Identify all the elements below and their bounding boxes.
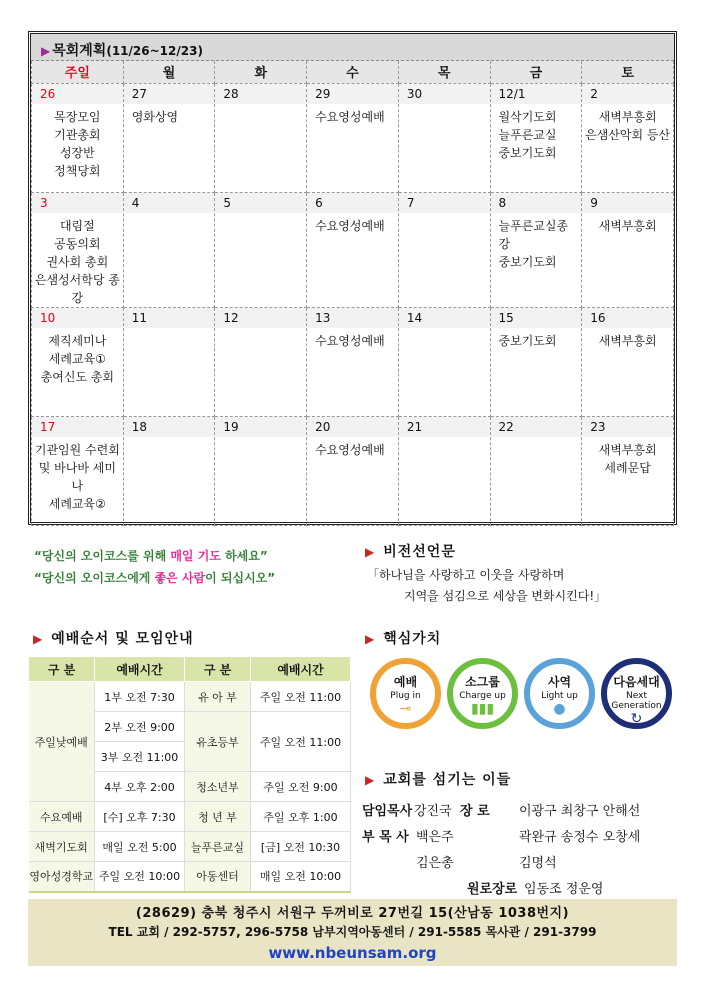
dawn-prayer: 새벽기도회 [29,832,95,862]
wednesday-worship: 수요예배 [29,802,95,832]
day-number: 23 [582,417,673,437]
calendar-title: 목회계획 [52,43,107,59]
sunday-service-3: 3부 오전 11:00 [95,742,185,772]
day-events: 늘푸른교실종강 중보기도회 [498,218,569,269]
monthly-calendar [28,31,677,525]
dept-infant-time: 주일 오전 11:00 [251,682,351,712]
weekday-header: 월 [123,61,215,83]
dept-infant: 유 아 부 [185,682,251,712]
day-number: 9 [582,193,673,213]
calendar-day-cell [215,192,307,307]
calendar-day-cell [123,307,215,416]
sunday-worship-label: 주일낮예배 [29,682,95,802]
day-number: 4 [124,193,215,213]
day-number: 6 [307,193,398,213]
calendar-day-cell [215,307,307,416]
triangle-icon: ▶ [365,632,376,646]
day-number: 14 [399,308,490,328]
dept-youth-time: 주일 오전 9:00 [251,772,351,802]
elders-line-1: 이광구 최창구 안해선 [519,804,641,819]
dept-young-adult-time: 주일 오후 1:00 [251,802,351,832]
dept-children-time: 주일 오전 11:00 [251,712,351,772]
calendar-day-cell [398,83,490,192]
sunday-service-1: 1부 오전 7:30 [95,682,185,712]
day-number: 3 [32,193,123,213]
refresh-icon: ↻ [630,711,643,727]
day-events: 새벽부흥회 세례문답 [598,442,657,475]
core-values [370,658,670,738]
core-value-subtitle: Light up [541,691,578,701]
vision-heading [365,541,456,561]
day-number: 18 [124,417,215,437]
calendar-day-cell [398,416,490,525]
associate-pastor-1: 백은주 [416,830,454,845]
day-number: 7 [399,193,490,213]
calendar-day-cell [123,83,215,192]
table-row [29,862,351,892]
infant-bible-school-time: 주일 오전 10:00 [95,862,185,892]
day-events: 새벽부흥회 은샘산악회 등산 [585,109,671,142]
header-time: 예배시간 [95,657,185,682]
weekday-header: 토 [582,61,674,83]
prayer-line-2 [34,567,275,589]
core-value-subtitle: Charge up [459,691,506,701]
calendar-day-cell [582,192,674,307]
worship-heading [33,628,194,648]
footer-contact [28,899,677,966]
weekday-header: 금 [490,61,582,83]
calendar-day-cell [32,83,124,192]
calendar-week-row [32,307,674,416]
phone-numbers: TEL 교회 / 292-5757, 296-5758 남부지역아동센터 / 291-5585 목사관 / 291-3799 [108,925,597,939]
calendar-day-cell [32,416,124,525]
core-value-subtitle: Plug in [390,691,421,701]
prayer-line-2-highlight: 좋은 사람 [154,571,206,585]
calendar-week-row [32,192,674,307]
day-number: 2 [582,84,673,104]
calendar-day-cell [307,307,399,416]
day-events [215,104,306,108]
calendar-day-cell [123,192,215,307]
day-events: 수요영성예배 [315,218,385,233]
staff-row-2 [362,825,682,851]
table-row [29,832,351,862]
day-number: 8 [491,193,582,213]
calendar-day-cell [215,416,307,525]
day-events: 수요영성예배 [315,333,385,348]
vision-heading-text: 비전선언문 [383,544,456,560]
calendar-grid [31,61,674,526]
day-events [399,437,490,441]
core-value-badge [601,658,672,729]
calendar-day-cell [307,192,399,307]
staff-heading-text: 교회를 섬기는 이들 [383,772,512,788]
website-link[interactable]: www.nbeunsam.org [268,944,437,962]
worship-heading-text: 예배순서 및 모임안내 [51,631,194,647]
calendar-day-cell [582,307,674,416]
core-value-title: 사역 [547,675,572,689]
worship-schedule-table [28,656,351,893]
associate-pastor-label: 부 목 사 [362,830,409,845]
battery-icon: ▮▮▮ [470,701,495,717]
day-events [215,328,306,332]
pastor-name: 강진국 [414,804,452,819]
weekday-header: 수 [307,61,399,83]
day-number: 10 [32,308,123,328]
senior-class: 늘푸른교실 [185,832,251,862]
triangle-icon: ▶ [33,632,44,646]
prayer-line-1-highlight: 매일 기도 [170,549,221,563]
day-events [399,104,490,108]
calendar-day-cell [307,83,399,192]
staff-list [362,799,682,903]
prayer-line-1-c: 하세요” [220,549,268,563]
day-number: 29 [307,84,398,104]
calendar-day-cell [490,83,582,192]
core-value-title: 예배 [393,675,418,689]
calendar-day-cell [582,83,674,192]
calendar-day-cell [398,307,490,416]
calendar-title-bar [31,34,674,61]
elders-line-3: 김명석 [519,856,557,871]
day-events [124,328,215,332]
header-category: 구 분 [29,657,95,682]
day-number: 17 [32,417,123,437]
day-events [215,213,306,217]
day-number: 5 [215,193,306,213]
day-events: 새벽부흥회 [598,218,657,233]
staff-row-1 [362,799,682,825]
associate-pastor-2: 김은총 [416,856,454,871]
prayer-slogan [34,545,275,589]
prayer-line-2-c: 이 되십시오” [205,571,276,585]
pastor-label: 담임목사 [362,804,413,819]
day-number: 22 [491,417,582,437]
day-number: 21 [399,417,490,437]
calendar-day-cell [398,192,490,307]
triangle-icon: ▶ [365,773,376,787]
day-events [215,437,306,441]
day-number: 15 [491,308,582,328]
vision-line-2: 지역을 섬김으로 세상을 변화시킨다!」 [404,589,607,603]
header-category: 구 분 [185,657,251,682]
weekday-header-row [32,61,674,83]
calendar-day-cell [123,416,215,525]
senior-class-time: [금] 오전 10:30 [251,832,351,862]
day-number: 16 [582,308,673,328]
day-number: 26 [32,84,123,104]
day-number: 19 [215,417,306,437]
day-number: 13 [307,308,398,328]
prayer-line-1-a: “당신의 오이코스를 위해 [34,549,171,563]
core-value-title: 소그룹 [465,675,500,689]
triangle-icon: ▶ [365,545,376,559]
bulb-icon: ● [553,701,566,717]
day-events: 대림절 공동의회 권사회 총회 은샘성서학당 종강 [34,218,120,305]
day-events: 월삭기도회 늘푸른교실 중보기도회 [498,109,557,160]
dept-children: 유초등부 [185,712,251,772]
day-events [399,328,490,332]
emeritus-elder-label: 원로장로 [467,882,518,897]
calendar-week-row [32,416,674,525]
day-events: 새벽부흥회 [598,333,657,348]
calendar-day-cell [582,416,674,525]
day-events: 목장모임 기관총회 성장반 정책당회 [54,109,101,178]
church-address: (28629) 충북 청주시 서원구 두꺼비로 27번길 15(산남동 1038번지) [135,906,570,921]
calendar-period: (11/26~12/23) [106,44,203,58]
day-number: 28 [215,84,306,104]
core-values-heading-text: 핵심가치 [383,631,442,647]
core-value-badge [524,658,595,729]
weekday-header: 목 [398,61,490,83]
day-number: 12 [215,308,306,328]
sunday-service-2: 2부 오전 9:00 [95,712,185,742]
prayer-line-1 [34,545,275,567]
core-value-subtitle: Next Generation [611,691,662,711]
day-events: 기관임원 수련회 및 바나바 세미나 세례교육② [34,442,120,511]
staff-row-3 [362,851,682,877]
calendar-day-cell [215,83,307,192]
core-value-badge [370,658,441,729]
calendar-day-cell [490,307,582,416]
dept-youth: 청소년부 [185,772,251,802]
prayer-line-2-a: “당신의 오이코스에게 [34,571,155,585]
day-events [124,437,215,441]
core-values-heading [365,628,441,648]
day-number: 11 [124,308,215,328]
staff-heading [365,769,511,789]
dawn-prayer-time: 매일 오전 5:00 [95,832,185,862]
dept-young-adult: 청 년 부 [185,802,251,832]
core-value-title: 다음세대 [613,675,660,689]
infant-bible-school: 영아성경학교 [29,862,95,892]
day-events: 제직세미나 세례교육① 총여신도 총회 [40,333,115,384]
plug-icon: ⊸ [399,701,412,717]
weekday-header: 화 [215,61,307,83]
calendar-day-cell [490,192,582,307]
wednesday-worship-time: [수] 오후 7:30 [95,802,185,832]
elders-line-2: 곽완규 송정수 오창세 [519,830,641,845]
day-events: 수요영성예배 [315,109,385,124]
day-number: 20 [307,417,398,437]
day-events [399,213,490,217]
child-center-time: 매일 오전 10:00 [251,862,351,892]
worship-header-row [29,657,351,682]
emeritus-elders: 임동조 정운영 [524,882,604,897]
calendar-week-row [32,83,674,192]
child-center: 아동센터 [185,862,251,892]
day-events [491,437,582,441]
calendar-day-cell [32,307,124,416]
header-time: 예배시간 [251,657,351,682]
vision-statement [367,565,606,607]
core-value-badge [447,658,518,729]
table-row [29,682,351,712]
day-events: 영화상영 [131,109,179,124]
triangle-icon: ▶ [41,44,51,58]
elder-label: 장 로 [460,804,490,819]
vision-line-1: 「하나님을 사랑하고 이웃을 사랑하며 [367,568,565,582]
day-number: 27 [124,84,215,104]
day-number: 12/1 [491,84,582,104]
day-number: 30 [399,84,490,104]
table-row [29,802,351,832]
calendar-day-cell [490,416,582,525]
day-events: 중보기도회 [498,333,557,348]
calendar-day-cell [307,416,399,525]
day-events [124,213,215,217]
sunday-service-4: 4부 오후 2:00 [95,772,185,802]
calendar-day-cell [32,192,124,307]
weekday-header: 주일 [32,61,124,83]
day-events: 수요영성예배 [315,442,385,457]
